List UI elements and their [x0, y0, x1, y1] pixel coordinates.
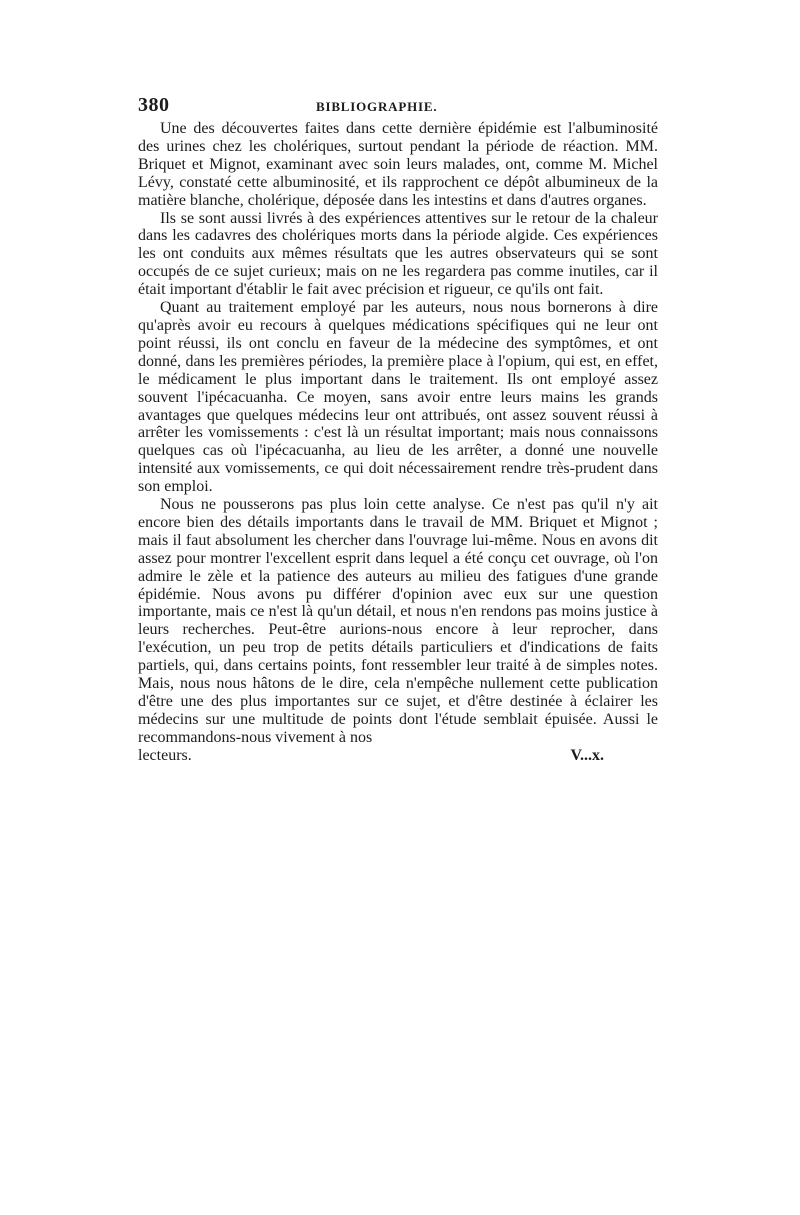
paragraph-heat-experiments: Ils se sont aussi livrés à des expériences attentives sur le retour de la chaleur dans les cadavres des cholériques morts dans la période algide. Ces expériences les ont conduits aux mêmes résultats que les autres observateurs qui se sont occupés de ce sujet curieux; mais on ne les regardera pas comme inutiles, car il était important d'établir le fait avec précision et rigueur, ce qu'ils ont fait. [138, 209, 658, 299]
page-number: 380 [138, 94, 170, 116]
body-text [138, 120, 658, 765]
paragraph-conclusion: Nous ne pousserons pas plus loin cette analyse. Ce n'est pas qu'il n'y ait encore bien des détails importants dans le travail de MM. Briquet et Mignot ; mais il faut absolument les chercher dans l'ouvrage lui-même. Nous en avons dit assez pour montrer l'excellent esprit dans lequel a été conçu cet ouvrage, où l'on admire le zèle et la patience des auteurs au milieu des fatigues d'une grande épidémie. Nous avons pu différer d'opinion avec eux sur une question importante, mais ce n'est là qu'un détail, et nous n'en rendons pas moins justice à leurs recherches. Peut-être aurions-nous encore à leur reprocher, dans l'exécution, un peu trop de petits détails particuliers et d'indications de faits partiels, qui, dans certains points, font ressembler leur traité à de simples notes. Mais, nous nous hâtons de le dire, cela n'empêche nullement cette publication d'être une des plus importantes sur ce sujet, et d'être destinée à éclairer les médecins sur une multitude de points dont l'étude semblait épuisée. Aussi le recommandons-nous vivement à nos [138, 496, 658, 746]
signature-line [138, 747, 658, 765]
paragraph-albuminosity: Une des découvertes faites dans cette dernière épidémie est l'albuminosité des urines chez les cholériques, surtout pendant la période de réaction. MM. Briquet et Mignot, examinant avec soin leurs malades, ont, comme M. Michel Lévy, constaté cette albuminosité, et ils rapprochent ce dépôt albumineux de la matière blanche, cholérique, déposée dans les intestins et dans d'autres organes. [138, 120, 658, 209]
book-page [138, 94, 658, 765]
closing-word: lecteurs. [138, 746, 192, 764]
running-head [138, 94, 658, 120]
paragraph-treatment: Quant au traitement employé par les auteurs, nous nous bornerons à dire qu'après avoir eu recours à quelques médications spécifiques qui ne leur ont point réussi, ils ont conclu en faveur de la médecine des symptômes, et ont donné, dans les premières périodes, la première place à l'opium, qui est, en effet, le médicament le plus important dans le traitement. Ils ont employé assez souvent l'ipécacuanha. Ce moyen, sans avoir entre leurs mains les grands avantages que quelques médecins leur ont attribués, ont assez souvent réussi à arrêter les vomissements : c'est là un résultat important; mais nous connaissons quelques cas où l'ipécacuanha, au lieu de les arrêter, a donné une nouvelle intensité aux vomissements, ce qui doit nécessairement rendre très-prudent dans son emploi. [138, 299, 658, 496]
running-title: BIBLIOGRAPHIE. [316, 99, 438, 114]
author-signature: V...x. [570, 746, 604, 764]
